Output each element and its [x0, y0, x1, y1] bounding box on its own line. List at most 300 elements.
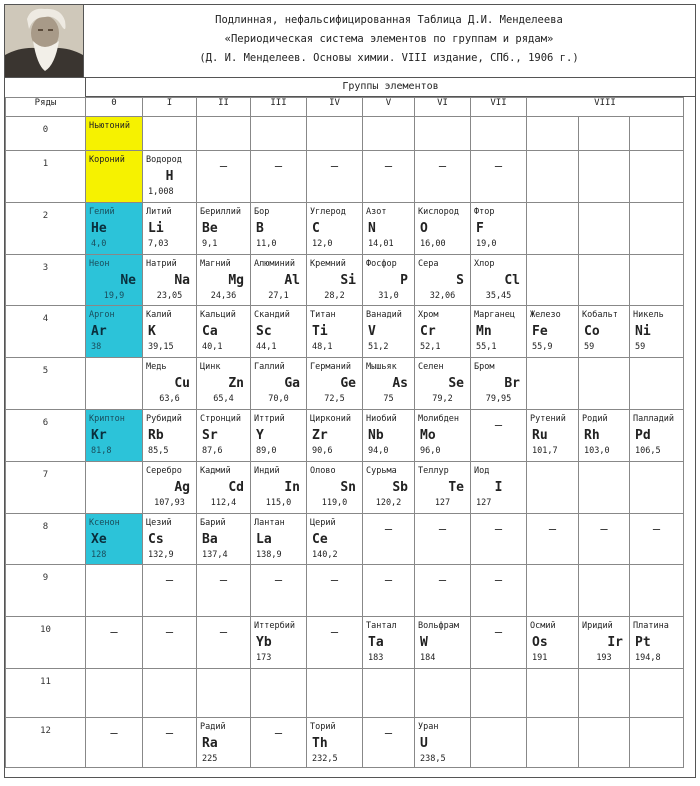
element-cell: [197, 718, 251, 768]
atomic-weight: 40,1: [202, 342, 223, 352]
element-cell: [363, 617, 415, 669]
atomic-weight: 70,0: [268, 394, 289, 404]
element-cell: [363, 358, 415, 410]
element-symbol: Ni: [635, 324, 651, 339]
element-name: Теллур: [418, 466, 449, 476]
element-cell: [197, 117, 251, 151]
element-name: Платина: [633, 621, 669, 631]
atomic-weight: 44,1: [256, 342, 277, 352]
element-cell: [579, 255, 630, 306]
element-symbol: Sc: [256, 324, 272, 339]
element-cell: [471, 358, 527, 410]
atomic-weight: 119,0: [321, 498, 348, 508]
atomic-weight: 75: [383, 394, 394, 404]
element-name: Кальций: [200, 310, 236, 320]
element-cell: [630, 718, 684, 768]
element-cell: [415, 151, 471, 203]
element-cell: [630, 669, 684, 718]
row-number: 9: [6, 565, 86, 617]
element-cell: [143, 203, 197, 255]
element-cell: [197, 358, 251, 410]
element-cell: [86, 718, 143, 768]
element-cell: [86, 306, 143, 358]
element-symbol: Ba: [202, 532, 218, 547]
atomic-weight: 183: [368, 653, 384, 663]
periodic-table-document: [4, 4, 696, 778]
element-cell: [86, 669, 143, 718]
table-row: [6, 358, 684, 410]
element-symbol: Pd: [635, 428, 651, 443]
atomic-weight: 59: [635, 342, 646, 352]
element-cell: [197, 255, 251, 306]
element-cell: [471, 255, 527, 306]
element-name: Азот: [366, 207, 387, 217]
atomic-weight: 89,0: [256, 446, 277, 456]
empty-dash: —: [494, 522, 503, 536]
element-symbol: Li: [148, 221, 164, 236]
element-symbol: Nb: [368, 428, 384, 443]
element-cell: [579, 117, 630, 151]
element-symbol: Mg: [228, 273, 244, 288]
element-cell: [86, 117, 143, 151]
element-symbol: Ra: [202, 736, 218, 751]
element-cell: [86, 565, 143, 617]
element-name: Радий: [200, 722, 226, 732]
element-cell: [527, 617, 579, 669]
element-name: Серебро: [146, 466, 182, 476]
element-cell: [415, 410, 471, 462]
element-cell: [527, 462, 579, 514]
empty-dash: —: [330, 573, 339, 587]
atomic-weight: 32,06: [429, 291, 456, 301]
element-cell: [197, 514, 251, 565]
atomic-weight: 12,0: [312, 239, 333, 249]
element-cell: [579, 410, 630, 462]
element-symbol: Pt: [635, 635, 651, 650]
element-cell: [630, 462, 684, 514]
atomic-weight: 96,0: [420, 446, 441, 456]
atomic-weight: 35,45: [485, 291, 512, 301]
atomic-weight: 38: [91, 342, 102, 352]
element-symbol: Ru: [532, 428, 548, 443]
element-cell: [579, 306, 630, 358]
element-cell: [363, 117, 415, 151]
element-symbol: Y: [256, 428, 264, 443]
element-cell: [251, 117, 307, 151]
atomic-weight: 24,36: [210, 291, 237, 301]
element-cell: [307, 718, 363, 768]
element-name: Бор: [254, 207, 270, 217]
row-number: 7: [6, 462, 86, 514]
element-name: Кислород: [418, 207, 459, 217]
element-cell: [251, 151, 307, 203]
element-cell: [251, 410, 307, 462]
element-name: Литий: [146, 207, 172, 217]
atomic-weight: 51,2: [368, 342, 389, 352]
element-symbol: Ti: [312, 324, 328, 339]
element-name: Уран: [418, 722, 439, 732]
element-name: Водород: [146, 155, 182, 165]
element-cell: [197, 669, 251, 718]
atomic-weight: 79,95: [485, 394, 512, 404]
element-name: Ниобий: [366, 414, 397, 424]
header-line-1: Подлинная, нефальсифицированная Таблица Д.И. Менделеева: [215, 14, 563, 26]
element-symbol: Zr: [312, 428, 328, 443]
element-name: Кобальт: [582, 310, 618, 320]
element-name: Никель: [633, 310, 664, 320]
empty-dash: —: [330, 159, 339, 173]
element-name: Магний: [200, 259, 231, 269]
element-symbol: Be: [202, 221, 218, 236]
row-number: 6: [6, 410, 86, 462]
element-name: Алюминий: [254, 259, 295, 269]
element-name: Иод: [474, 466, 490, 476]
element-cell: [86, 617, 143, 669]
mendeleev-portrait: [5, 5, 84, 77]
atomic-weight: 85,5: [148, 446, 169, 456]
element-cell: [251, 565, 307, 617]
element-cell: [143, 565, 197, 617]
atomic-weight: 7,03: [148, 239, 169, 249]
element-cell: [579, 151, 630, 203]
empty-dash: —: [384, 159, 393, 173]
element-name: Цезий: [146, 518, 172, 528]
element-name: Иттрий: [254, 414, 285, 424]
element-cell: [630, 410, 684, 462]
atomic-weight: 4,0: [91, 239, 107, 249]
row-number: 12: [6, 718, 86, 768]
element-cell: [527, 255, 579, 306]
element-symbol: Ta: [368, 635, 384, 650]
element-name: Рутений: [530, 414, 566, 424]
element-cell: [143, 117, 197, 151]
element-cell: [363, 565, 415, 617]
atomic-weight: 225: [202, 754, 218, 764]
table-row: [6, 718, 684, 768]
element-name: Ванадий: [366, 310, 402, 320]
element-cell: [415, 117, 471, 151]
element-cell: [527, 117, 579, 151]
rows-column-header: Ряды: [6, 98, 86, 117]
atomic-weight: 120,2: [375, 498, 402, 508]
atomic-weight: 94,0: [368, 446, 389, 456]
element-cell: [307, 358, 363, 410]
element-symbol: I: [494, 480, 503, 495]
atomic-weight: 238,5: [420, 754, 446, 764]
document-header: [5, 5, 695, 78]
atomic-weight: 140,2: [312, 550, 338, 560]
empty-dash: —: [110, 625, 118, 639]
element-cell: [197, 565, 251, 617]
empty-dash: —: [494, 573, 503, 587]
element-name: Церий: [310, 518, 336, 528]
element-cell: [415, 306, 471, 358]
element-name: Аргон: [89, 310, 115, 320]
atomic-weight: 128: [91, 550, 107, 560]
element-name: Олово: [310, 466, 336, 476]
element-cell: [251, 203, 307, 255]
element-symbol: In: [284, 480, 300, 495]
element-cell: [251, 617, 307, 669]
atomic-weight: 101,7: [532, 446, 558, 456]
element-cell: [471, 462, 527, 514]
element-symbol: B: [256, 221, 264, 236]
atomic-weight: 55,1: [476, 342, 497, 352]
atomic-weight: 173: [256, 653, 272, 663]
element-cell: [579, 514, 630, 565]
empty-dash: —: [600, 522, 608, 536]
element-symbol: Cs: [148, 532, 164, 547]
empty-dash: —: [274, 726, 283, 740]
row-number: 1: [6, 151, 86, 203]
atomic-weight: 106,5: [635, 446, 661, 456]
group-header: IV: [307, 98, 363, 117]
atomic-weight: 79,2: [432, 394, 453, 404]
element-cell: [307, 117, 363, 151]
empty-dash: —: [219, 159, 228, 173]
empty-dash: —: [438, 159, 447, 173]
empty-dash: —: [494, 418, 503, 432]
element-symbol: Cu: [174, 376, 190, 391]
element-name: Кремний: [310, 259, 346, 269]
element-symbol: Yb: [256, 635, 272, 650]
element-symbol: V: [368, 324, 376, 339]
element-symbol: U: [420, 736, 428, 751]
element-cell: [307, 255, 363, 306]
empty-dash: —: [384, 522, 393, 536]
element-symbol: K: [148, 324, 156, 339]
element-cell: [415, 203, 471, 255]
element-name: Мышьяк: [366, 362, 397, 372]
atomic-weight: 184: [420, 653, 436, 663]
empty-dash: —: [438, 573, 447, 587]
element-symbol: Al: [284, 273, 300, 288]
element-name: Иридий: [582, 621, 613, 631]
element-cell: [197, 462, 251, 514]
row-number: 0: [6, 117, 86, 151]
atomic-weight: 191: [532, 653, 548, 663]
element-name: Цирконий: [310, 414, 351, 424]
empty-dash: —: [494, 159, 503, 173]
element-symbol: Ca: [202, 324, 218, 339]
element-symbol: La: [256, 532, 272, 547]
table-row: [6, 617, 684, 669]
element-cell: [471, 718, 527, 768]
element-name: Фосфор: [366, 259, 397, 269]
empty-dash: —: [384, 573, 393, 587]
empty-dash: —: [330, 625, 339, 639]
group-header: 0: [86, 98, 143, 117]
element-symbol: Se: [448, 376, 464, 391]
group-header-row: [6, 98, 684, 117]
element-cell: [630, 255, 684, 306]
empty-dash: —: [274, 573, 283, 587]
atomic-weight: 127: [476, 498, 492, 508]
element-symbol: Na: [174, 273, 190, 288]
element-name: Родий: [582, 414, 608, 424]
element-name: Скандий: [254, 310, 290, 320]
atomic-weight: 14,01: [368, 239, 394, 249]
element-symbol: Ce: [312, 532, 328, 547]
row-number: 8: [6, 514, 86, 565]
element-cell: [579, 565, 630, 617]
element-cell: [197, 410, 251, 462]
element-name: Лантан: [254, 518, 285, 528]
atomic-weight: 16,00: [420, 239, 446, 249]
atomic-weight: 23,05: [156, 291, 183, 301]
element-cell: [307, 306, 363, 358]
element-symbol: O: [420, 221, 428, 236]
element-name: Бром: [474, 362, 495, 372]
element-name: Криптон: [89, 414, 125, 424]
empty-dash: —: [384, 726, 393, 740]
element-cell: [143, 617, 197, 669]
table-row: [6, 203, 684, 255]
element-name: Титан: [310, 310, 336, 320]
atomic-weight: 138,9: [256, 550, 282, 560]
element-cell: [197, 151, 251, 203]
element-cell: [471, 565, 527, 617]
empty-dash: —: [219, 625, 228, 639]
element-cell: [143, 151, 197, 203]
element-symbol: C: [312, 221, 320, 236]
element-name: Палладий: [633, 414, 674, 424]
element-cell: [527, 306, 579, 358]
empty-dash: —: [219, 573, 228, 587]
element-cell: [86, 151, 143, 203]
atomic-weight: 1,008: [148, 187, 174, 197]
element-cell: [630, 203, 684, 255]
element-cell: [363, 255, 415, 306]
element-cell: [307, 669, 363, 718]
element-symbol: Mo: [420, 428, 436, 443]
element-name: Хром: [418, 310, 439, 320]
element-cell: [471, 306, 527, 358]
atomic-weight: 19,9: [103, 291, 125, 301]
element-cell: [415, 718, 471, 768]
header-line-2: «Периодическая система элементов по группам и рядам»: [224, 33, 554, 45]
element-cell: [527, 669, 579, 718]
element-name: Германий: [310, 362, 351, 372]
element-cell: [307, 617, 363, 669]
atomic-weight: 11,0: [256, 239, 277, 249]
element-symbol: Th: [312, 736, 328, 751]
element-symbol: Os: [532, 635, 548, 650]
row-number: 4: [6, 306, 86, 358]
element-cell: [143, 514, 197, 565]
atomic-weight: 103,0: [584, 446, 610, 456]
table-row: [6, 255, 684, 306]
element-symbol: Mn: [476, 324, 492, 339]
atomic-weight: 28,2: [324, 291, 345, 301]
element-symbol: Br: [504, 376, 520, 391]
group-header: VI: [415, 98, 471, 117]
element-symbol: Xe: [91, 532, 107, 547]
atomic-weight: 107,93: [154, 498, 185, 508]
empty-dash: —: [165, 726, 174, 740]
atomic-weight: 112,4: [210, 498, 237, 508]
element-name: Галлий: [254, 362, 285, 372]
row-number: 2: [6, 203, 86, 255]
element-cell: [415, 565, 471, 617]
element-cell: [251, 255, 307, 306]
element-symbol: W: [420, 635, 428, 650]
table-row: [6, 462, 684, 514]
atomic-weight: 63,6: [159, 394, 180, 404]
element-cell: [527, 514, 579, 565]
element-symbol: Sn: [340, 480, 356, 495]
element-name: Натрий: [146, 259, 177, 269]
element-cell: [415, 617, 471, 669]
element-cell: [579, 718, 630, 768]
element-symbol: Ag: [174, 480, 190, 495]
element-name: Короний: [89, 155, 125, 165]
element-symbol: Cl: [504, 273, 520, 288]
element-symbol: Zn: [228, 376, 244, 391]
element-cell: [630, 151, 684, 203]
element-cell: [579, 669, 630, 718]
element-cell: [415, 462, 471, 514]
element-cell: [307, 462, 363, 514]
element-symbol: Ar: [91, 324, 107, 339]
element-cell: [471, 669, 527, 718]
row-number: 5: [6, 358, 86, 410]
element-symbol: Ga: [284, 376, 300, 391]
atomic-weight: 90,6: [312, 446, 333, 456]
element-name: Осмий: [530, 621, 556, 631]
element-symbol: Kr: [91, 428, 107, 443]
element-name: Барий: [200, 518, 226, 528]
element-cell: [527, 151, 579, 203]
element-symbol: S: [456, 273, 464, 288]
element-name: Хлор: [474, 259, 495, 269]
element-cell: [630, 514, 684, 565]
table-row: [6, 117, 684, 151]
element-name: Торий: [310, 722, 336, 732]
element-cell: [630, 306, 684, 358]
group-header: VIII: [527, 98, 684, 117]
element-cell: [471, 151, 527, 203]
table-row: [6, 669, 684, 718]
element-name: Цинк: [200, 362, 221, 372]
element-symbol: H: [165, 169, 174, 184]
element-cell: [579, 462, 630, 514]
element-cell: [251, 306, 307, 358]
atomic-weight: 48,1: [312, 342, 333, 352]
element-cell: [471, 410, 527, 462]
empty-dash: —: [274, 159, 283, 173]
atomic-weight: 52,1: [420, 342, 441, 352]
element-name: Рубидий: [146, 414, 182, 424]
empty-dash: —: [165, 573, 174, 587]
atomic-weight: 115,0: [265, 498, 292, 508]
header-line-3: (Д. И. Менделеев. Основы химии. VIII издание, СПб., 1906 г.): [199, 52, 579, 64]
element-name: Сурьма: [366, 466, 397, 476]
element-symbol: Ir: [607, 635, 623, 650]
atomic-weight: 39,15: [148, 342, 174, 352]
element-cell: [251, 358, 307, 410]
group-header: V: [363, 98, 415, 117]
element-symbol: He: [91, 221, 107, 236]
element-name: Железо: [530, 310, 561, 320]
table-row: [6, 151, 684, 203]
element-name: Кадмий: [200, 466, 231, 476]
atomic-weight: 27,1: [268, 291, 289, 301]
table-row: [6, 410, 684, 462]
element-name: Сера: [418, 259, 439, 269]
element-cell: [363, 151, 415, 203]
element-name: Углерод: [310, 207, 346, 217]
